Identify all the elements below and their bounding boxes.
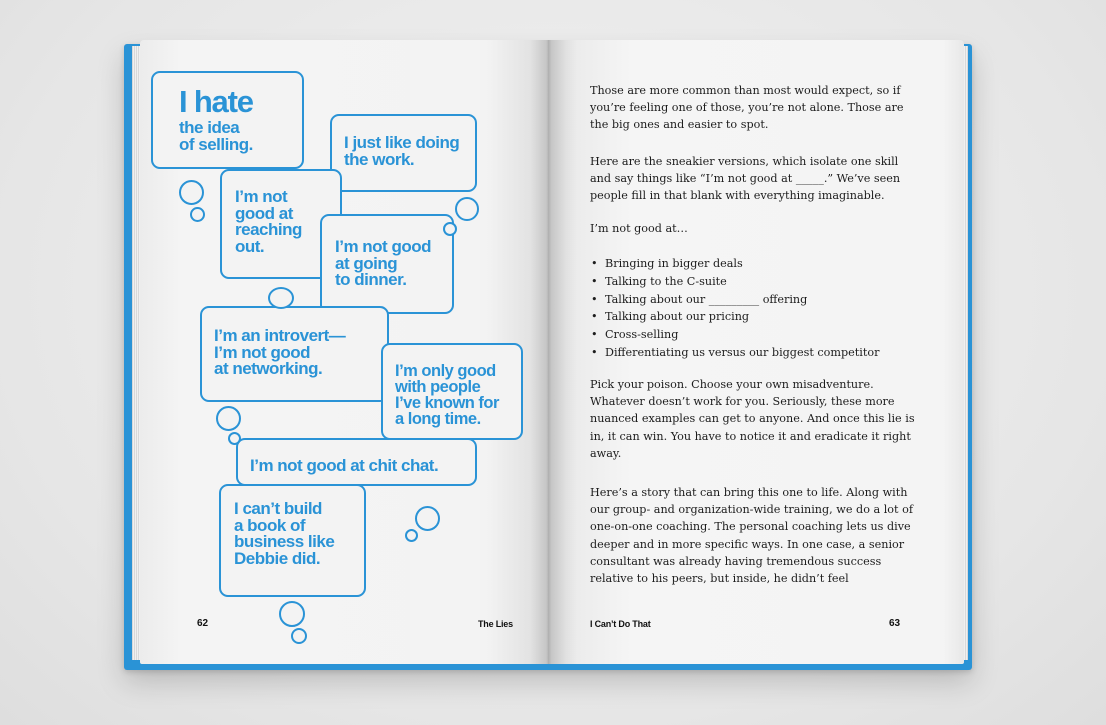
list-item: • Cross-selling — [590, 326, 920, 344]
list-item: • Differentiating us versus our biggest competitor — [590, 344, 920, 362]
bubble-text: I’m an introvert— I’m not good at networking. — [214, 326, 346, 379]
bubble-text: I’m not good at chit chat. — [250, 456, 439, 475]
paragraph: Here’s a story that can bring this one to life. Along with our group- and organization-wide training, we do a lot of one-on-one coaching. The personal coaching lets us dive deeper and in more specific ways. In one case, a senior consultant was already having tremendous success relative to his peers, but inside, he didn’t feel — [590, 486, 913, 586]
page-number-right: 63 — [889, 618, 901, 629]
running-head-right: I Can’t Do That — [590, 619, 651, 629]
thought-circle — [443, 222, 457, 236]
speech-bubble-doing-work — [330, 114, 477, 192]
thought-circle — [228, 432, 241, 445]
running-head-left: The Lies — [478, 619, 513, 629]
bubble-text: the idea of selling. — [179, 118, 253, 154]
thought-circle — [190, 207, 205, 222]
list-item: • Talking about our _________ offering — [590, 291, 920, 309]
thought-circle — [405, 529, 418, 542]
bubble-text: I can’t build a book of business like Debbie did. — [234, 499, 335, 568]
spine-shadow — [530, 40, 566, 664]
paragraph: I’m not good at… — [590, 222, 688, 235]
paragraph: Those are more common than most would expect, so if you’re feeling one of those, you’re not alone. Those are the big ones and easier to spot. — [590, 84, 904, 132]
speech-bubble-hate-selling — [151, 71, 304, 169]
bubble-text: I’m not good at reaching out. — [235, 187, 302, 256]
list-item: • Bringing in bigger deals — [590, 255, 920, 273]
paragraph: Here are the sneakier versions, which isolate one skill and say things like “I’m not good at _____.” We’ve seen people fill in that blank with everything imaginable. — [590, 155, 901, 203]
speech-bubble-book-of-business — [219, 484, 366, 597]
bubble-text: I’m only good with people I’ve known for a long time. — [395, 362, 499, 429]
speech-bubble-chit-chat — [236, 438, 477, 486]
thought-circle — [216, 406, 241, 431]
thought-circle — [455, 197, 479, 221]
page-number-left: 62 — [197, 618, 209, 629]
thought-circle — [415, 506, 440, 531]
bubble-text: I’m not good at going to dinner. — [335, 237, 431, 290]
thought-circle — [268, 287, 294, 309]
thought-circle — [179, 180, 204, 205]
list-item: • Talking to the C-suite — [590, 273, 920, 291]
thought-circle — [279, 601, 305, 627]
speech-bubble-known-people — [381, 343, 523, 440]
speech-bubble-going-to-dinner — [320, 214, 454, 314]
list-item: • Talking about our pricing — [590, 308, 920, 326]
paragraph: Pick your poison. Choose your own misadventure. Whatever doesn’t work for you. Seriously, these more nuanced examples can get to anyone. And once this lie is in, it can win. You have to notice it and eradicate it right away. — [590, 378, 915, 460]
bubble-text: I just like doing the work. — [344, 133, 460, 169]
bubble-headline: I hate — [179, 84, 253, 119]
speech-bubble-introvert — [200, 306, 389, 402]
bullet-list — [590, 255, 920, 362]
thought-circle — [291, 628, 307, 644]
